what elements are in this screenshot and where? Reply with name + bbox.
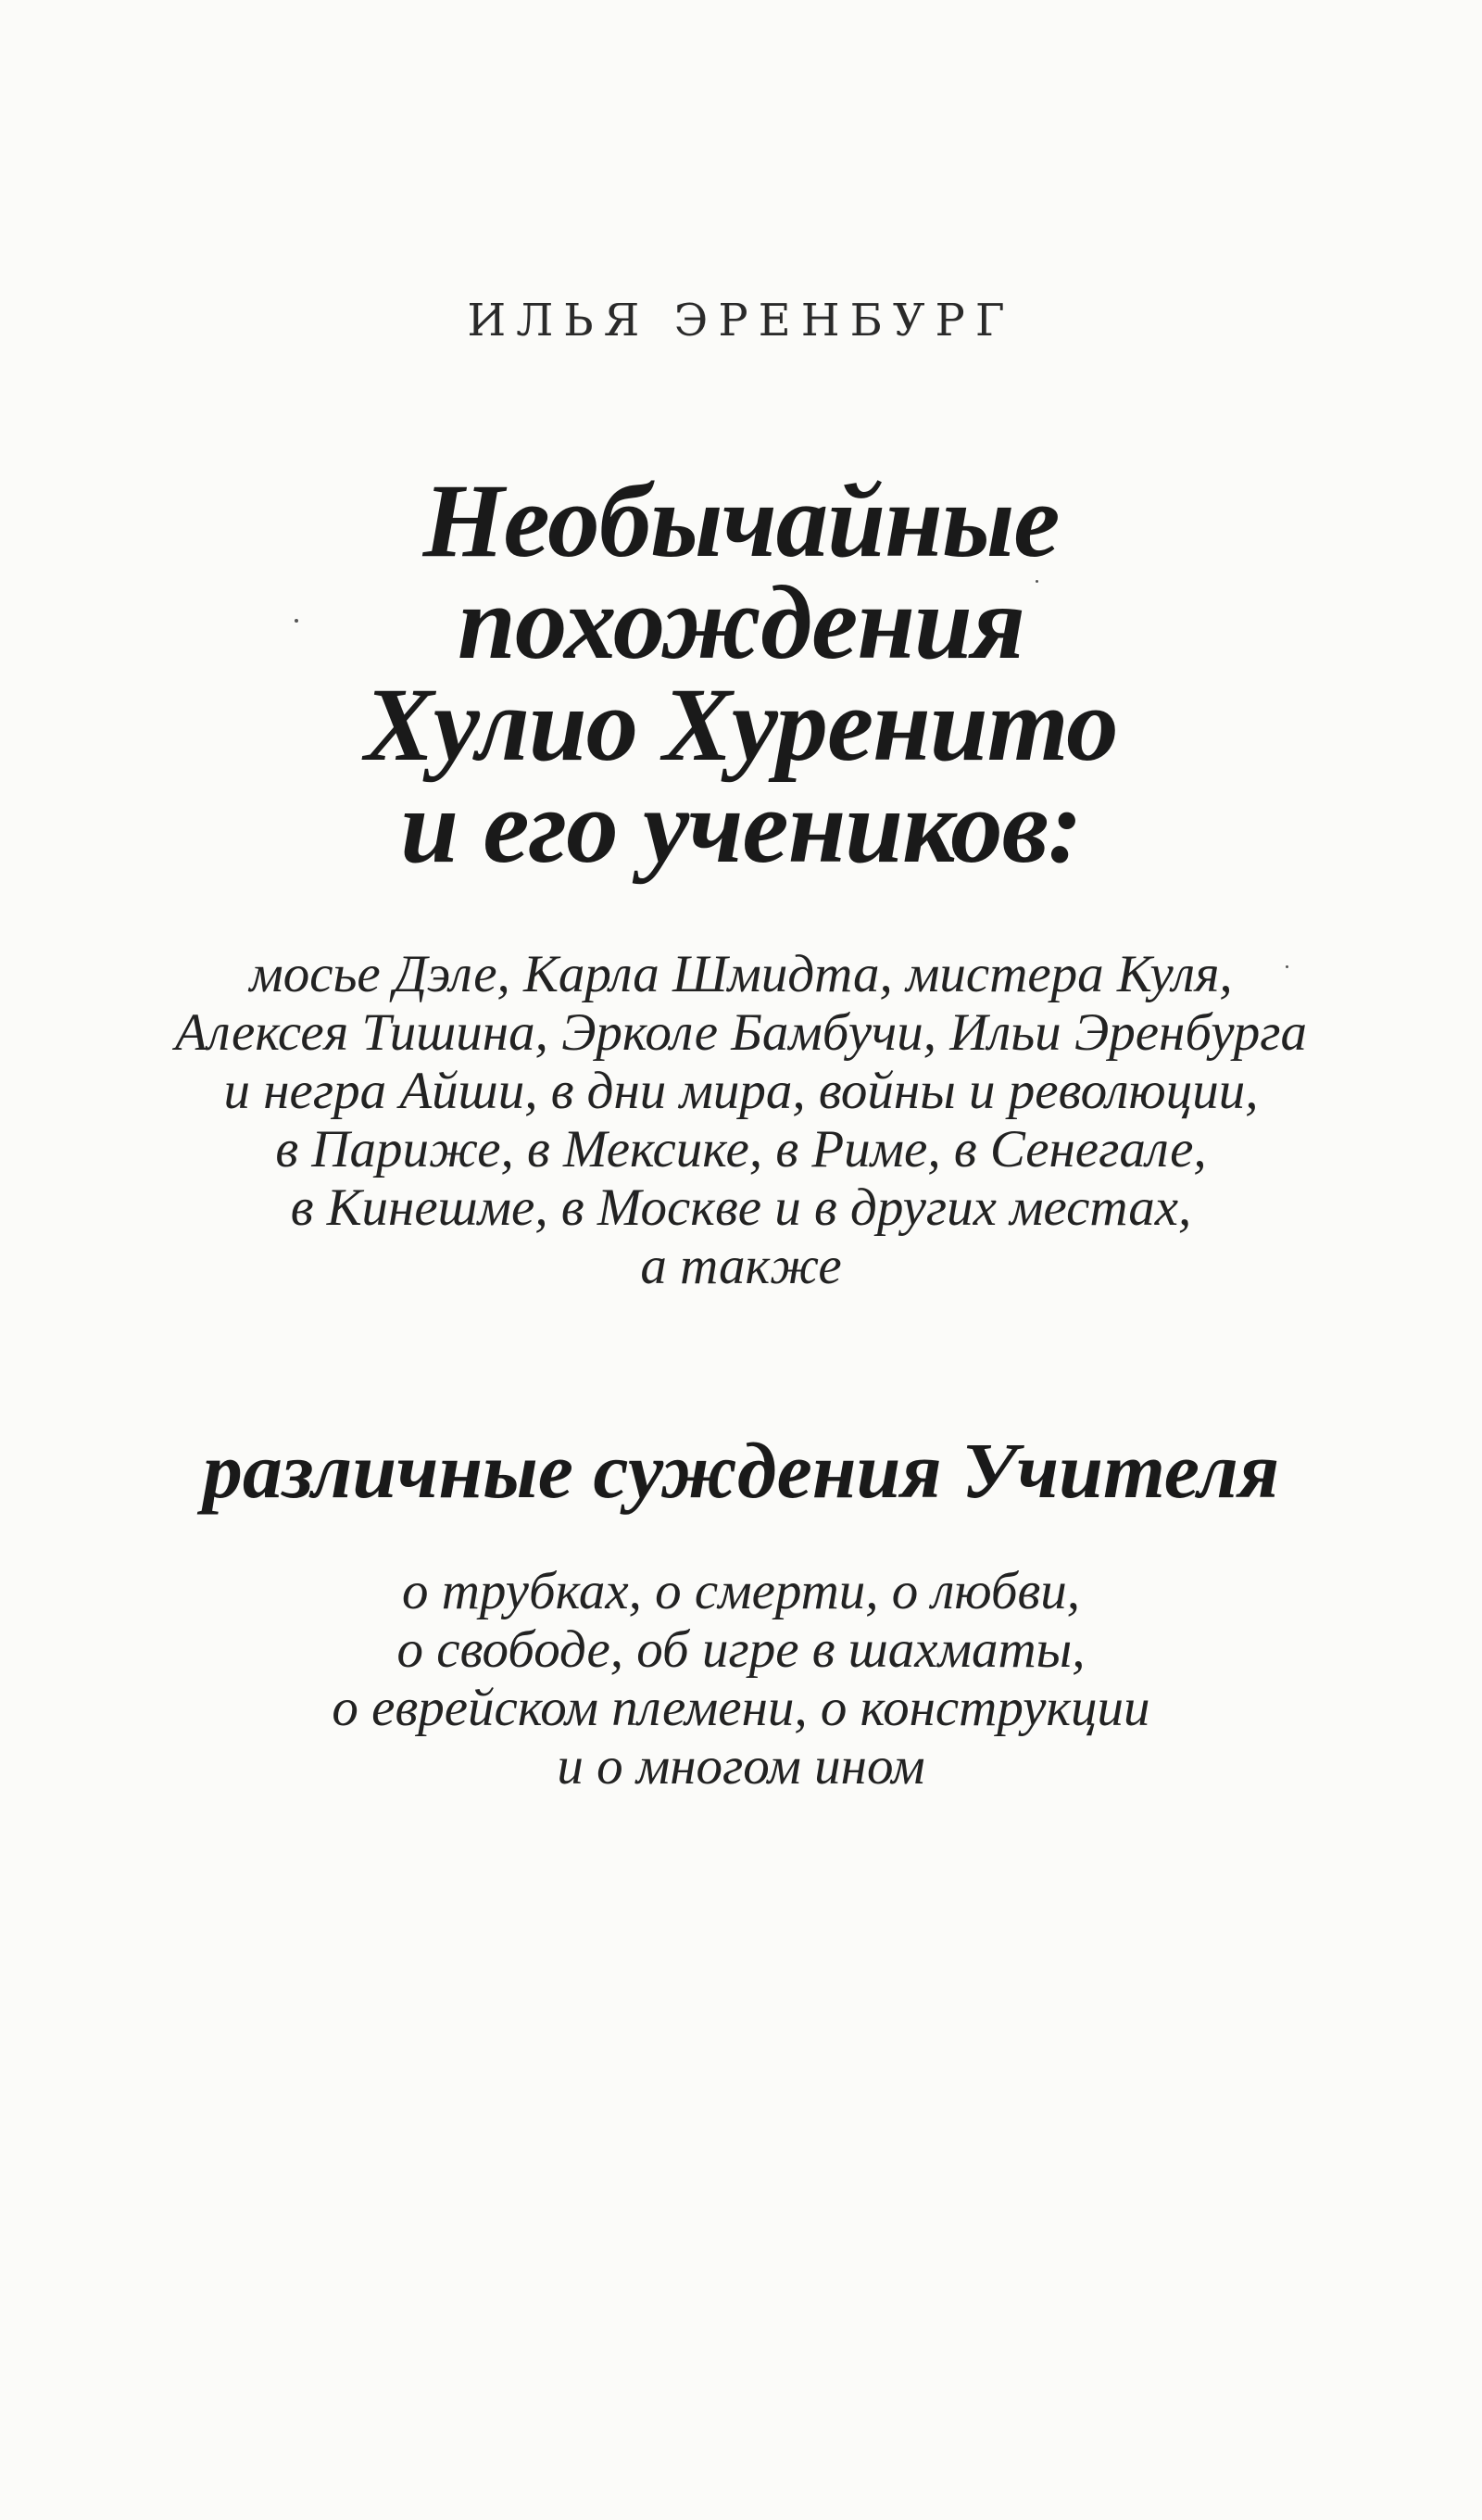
scan-speck xyxy=(295,619,298,623)
secondary-heading: различные суждения Учителя xyxy=(202,1426,1280,1515)
subtitle xyxy=(0,945,1482,1295)
topics-line-2: о свободе, об игре в шахматы, xyxy=(396,1620,1086,1679)
title-line-4: и его учеников: xyxy=(400,769,1082,885)
topics-line-4: и о многом ином xyxy=(557,1737,925,1796)
subtitle-line-3: и негра Айши, в дни мира, войны и революции, xyxy=(223,1062,1259,1120)
book-title xyxy=(0,463,1482,885)
title-line-2: похождения xyxy=(457,565,1025,681)
topics-line-1: о трубках, о смерти, о любви, xyxy=(401,1562,1080,1620)
title-line-1: Необычайные xyxy=(422,463,1060,579)
topics-list xyxy=(0,1562,1482,1796)
title-line-3: Хулио Хуренито xyxy=(364,667,1118,783)
subtitle-line-2: Алексея Тишина, Эрколе Бамбучи, Ильи Эренбурга xyxy=(174,1003,1308,1062)
subtitle-line-4: в Париже, в Мексике, в Риме, в Сенегале, xyxy=(275,1120,1207,1178)
author-name: ИЛЬЯ ЭРЕНБУРГ xyxy=(467,295,1015,346)
scan-speck xyxy=(1036,580,1038,583)
scan-speck xyxy=(1286,965,1288,968)
subtitle-line-6: а также xyxy=(640,1237,842,1295)
subtitle-line-1: мосье Дэле, Карла Шмидта, мистера Куля, xyxy=(249,945,1233,1003)
topics-line-3: о еврейском племени, о конструкции xyxy=(332,1679,1150,1737)
subtitle-line-5: в Кинешме, в Москве и в других местах, xyxy=(290,1178,1192,1237)
